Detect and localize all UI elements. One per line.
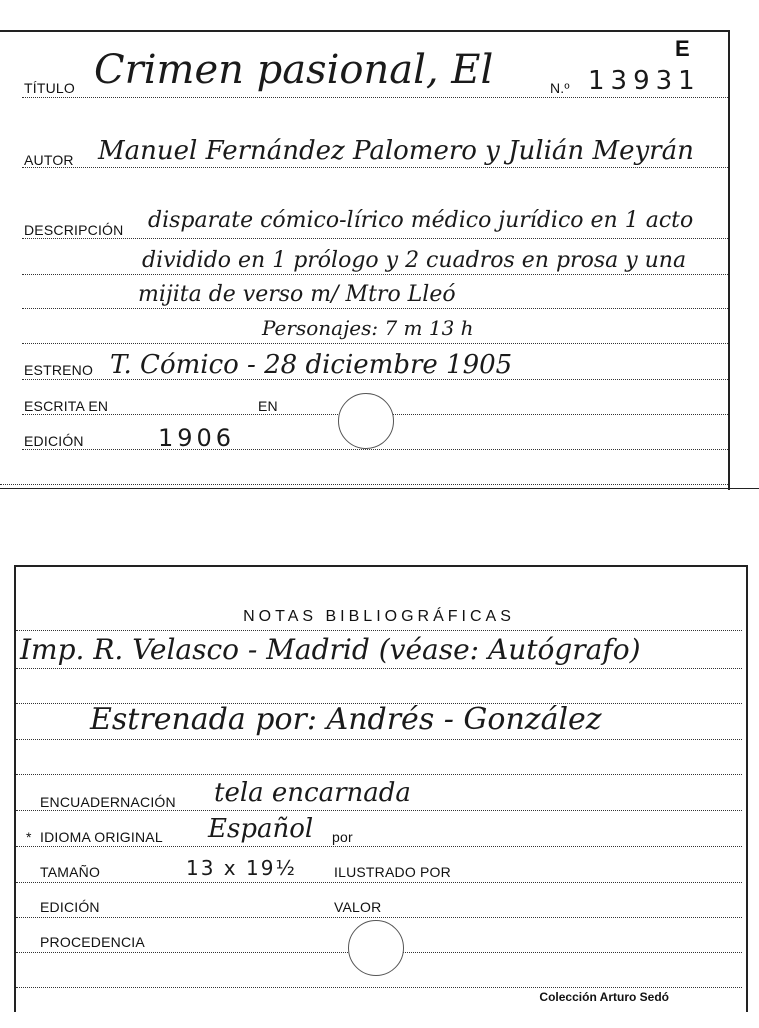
- note-line: Estrenada por: Andrés - González: [90, 702, 602, 737]
- numero-value: 13931: [588, 66, 701, 96]
- dotted-rule: [16, 917, 742, 918]
- dotted-rule: [22, 343, 728, 344]
- dotted-rule: [0, 484, 728, 485]
- dotted-rule: [22, 238, 728, 239]
- dotted-rule: [16, 739, 742, 740]
- descripcion-line: disparate cómico-lírico médico jurídico en 1 acto: [148, 208, 694, 233]
- descripcion-line: dividido en 1 prólogo y 2 cuadros en prosa y una: [142, 248, 687, 273]
- collection-footer: Colección Arturo Sedó: [539, 990, 669, 1004]
- escrita-en-label: ESCRITA EN: [24, 398, 109, 414]
- notas-title: NOTAS BIBLIOGRÁFICAS: [243, 608, 515, 625]
- dotted-rule: [16, 987, 742, 988]
- autor-label: AUTOR: [24, 152, 74, 168]
- dotted-rule: [16, 846, 742, 847]
- tamano-value: 13 x 19½: [186, 856, 297, 880]
- dotted-rule: [22, 274, 728, 275]
- titulo-value: Crimen pasional, El: [94, 47, 494, 93]
- idioma-value: Español: [208, 814, 314, 844]
- personajes-note: Personajes: 7 m 13 h: [262, 316, 474, 340]
- titulo-label: TÍTULO: [24, 80, 75, 96]
- edicion-label: EDICIÓN: [24, 433, 84, 449]
- autor-value: Manuel Fernández Palomero y Julián Meyrán: [98, 136, 694, 166]
- dotted-rule: [16, 810, 742, 811]
- dotted-rule: [16, 630, 742, 631]
- note-line: Imp. R. Velasco - Madrid (véase: Autógrafo): [20, 633, 641, 666]
- dotted-rule: [22, 308, 728, 309]
- dotted-rule: [22, 167, 728, 168]
- descripcion-line: mijita de verso m/ Mtro Lleó: [138, 282, 456, 307]
- tamano-label: TAMAÑO: [40, 864, 101, 880]
- valor-label: VALOR: [334, 899, 382, 915]
- ilustrado-label: ILUSTRADO POR: [334, 864, 451, 880]
- edicion-value: 1906: [158, 424, 236, 452]
- edicion2-label: EDICIÓN: [40, 899, 100, 915]
- punch-hole: [348, 920, 404, 976]
- idioma-marker: *: [26, 829, 32, 845]
- procedencia-label: PROCEDENCIA: [40, 934, 145, 950]
- descripcion-label: DESCRIPCIÓN: [24, 222, 124, 238]
- dotted-rule: [22, 97, 728, 98]
- encuadernacion-label: ENCUADERNACIÓN: [40, 794, 176, 810]
- punch-hole: [338, 393, 394, 449]
- encuadernacion-value: tela encarnada: [214, 778, 411, 808]
- idioma-suffix: por: [332, 829, 353, 845]
- card-separator: [0, 488, 759, 489]
- card-mark: E: [675, 36, 690, 61]
- estreno-value: T. Cómico - 28 diciembre 1905: [110, 350, 513, 380]
- dotted-rule: [22, 449, 728, 450]
- escrita-en-label-2: EN: [258, 398, 278, 414]
- numero-label: N.º: [550, 80, 570, 96]
- dotted-rule: [16, 774, 742, 775]
- dotted-rule: [16, 882, 742, 883]
- idioma-label: IDIOMA ORIGINAL: [40, 829, 163, 845]
- dotted-rule: [16, 668, 742, 669]
- estreno-label: ESTRENO: [24, 362, 94, 378]
